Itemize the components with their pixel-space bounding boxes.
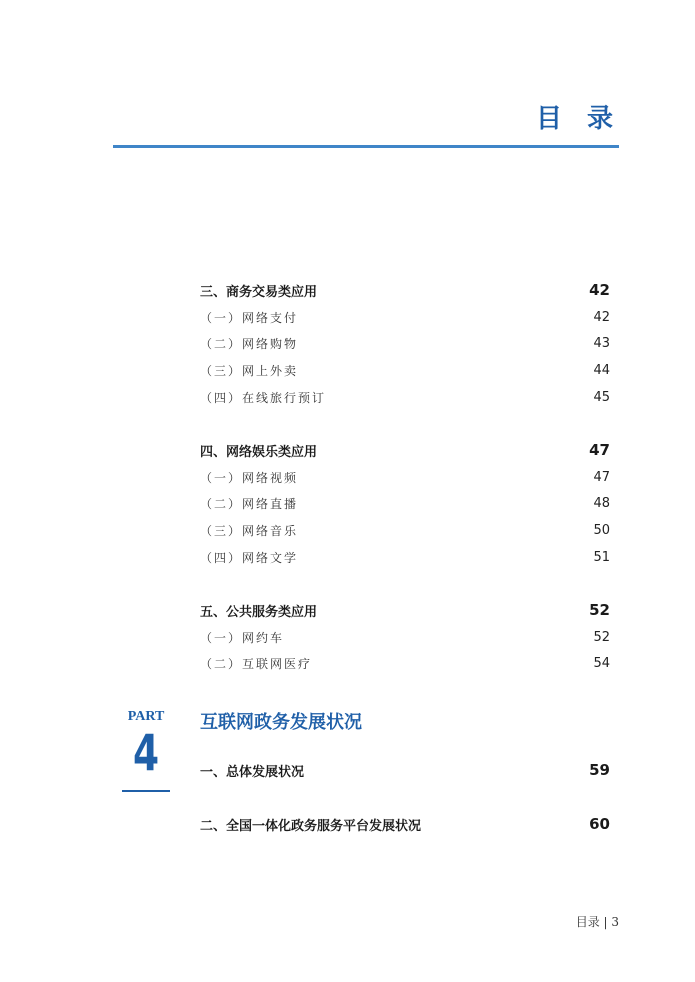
part-label: PART: [127, 709, 165, 724]
part-title[interactable]: 互联网政务发展状况: [200, 712, 362, 733]
toc-item-label: （四）在线旅行预订: [200, 390, 327, 405]
toc-section[interactable]: [200, 760, 610, 780]
toc-section-page: 47: [589, 441, 610, 459]
toc-item-label: （二）网络直播: [200, 496, 299, 511]
toc-item[interactable]: [200, 653, 610, 673]
toc-item-page: 42: [593, 309, 610, 325]
toc-item-page: 44: [593, 362, 610, 378]
toc-item-page: 52: [593, 629, 610, 645]
toc-item-page: 43: [593, 335, 610, 351]
toc-section-label: 三、商务交易类应用: [200, 284, 318, 300]
toc-item[interactable]: [200, 493, 610, 513]
toc-item-label: （一）网约车: [200, 630, 285, 645]
toc-item-label: （二）网络购物: [200, 336, 299, 351]
toc-item-label: （三）网上外卖: [200, 363, 299, 378]
toc-section-page: 60: [589, 815, 610, 833]
toc-item-page: 54: [593, 655, 610, 671]
toc-section-label: 二、全国一体化政务服务平台发展状况: [200, 818, 422, 834]
toc-item-label: （一）网络视频: [200, 470, 299, 485]
toc-section-label: 一、总体发展状况: [200, 764, 305, 780]
part-number: 4: [132, 724, 160, 782]
toc-item-label: （三）网络音乐: [200, 523, 299, 538]
toc-item-label: （一）网络支付: [200, 310, 299, 325]
toc-item[interactable]: [200, 520, 610, 540]
toc-section[interactable]: [200, 440, 610, 460]
toc-section-label: 五、公共服务类应用: [200, 604, 318, 620]
toc-item-label: （四）网络文学: [200, 550, 299, 565]
toc-section[interactable]: [200, 280, 610, 300]
toc-item[interactable]: [200, 547, 610, 567]
toc-section-page: 42: [589, 281, 610, 299]
toc-item-page: 48: [593, 495, 610, 511]
toc-item[interactable]: [200, 360, 610, 380]
toc-section[interactable]: [200, 814, 610, 834]
toc-item-page: 45: [593, 389, 610, 405]
title-divider: [113, 145, 619, 148]
part-divider: [122, 790, 170, 792]
toc-section-page: 52: [589, 601, 610, 619]
toc-item-page: 47: [593, 469, 610, 485]
page-title: 目 录: [535, 104, 621, 134]
toc-item[interactable]: [200, 333, 610, 353]
toc-item[interactable]: [200, 467, 610, 487]
toc-section-label: 四、网络娱乐类应用: [200, 444, 318, 460]
toc-section[interactable]: [200, 600, 610, 620]
toc-item-label: （二）互联网医疗: [200, 656, 313, 671]
page-footer: 目录 | 3: [575, 915, 619, 929]
toc-section-page: 59: [589, 761, 610, 779]
toc-item[interactable]: [200, 387, 610, 407]
toc-item-page: 51: [593, 549, 610, 565]
toc-item[interactable]: [200, 307, 610, 327]
toc-item-page: 50: [593, 522, 610, 538]
toc-item[interactable]: [200, 627, 610, 647]
